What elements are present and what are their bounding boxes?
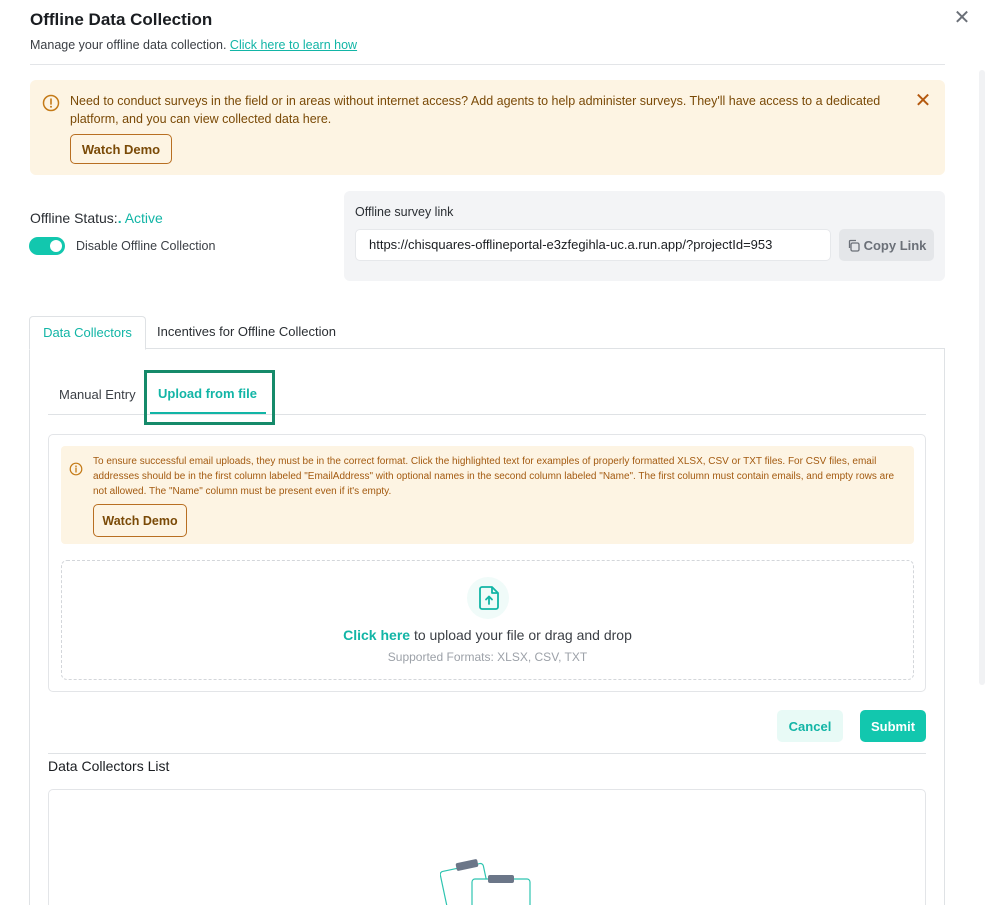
copy-link-label: Copy Link xyxy=(863,237,927,253)
upload-file-icon-wrap xyxy=(467,577,509,619)
upload-info-banner xyxy=(61,446,914,544)
page-title: Offline Data Collection xyxy=(30,10,213,29)
learn-how-link[interactable]: Click here to learn how xyxy=(229,38,358,52)
close-icon[interactable]: ✕ xyxy=(953,7,971,29)
copy-link-button[interactable] xyxy=(839,229,934,261)
offline-toggle[interactable] xyxy=(29,237,65,255)
warning-icon xyxy=(69,462,83,476)
survey-link-box xyxy=(344,191,945,281)
highlight-box xyxy=(144,370,275,425)
info-banner xyxy=(30,80,945,175)
survey-link-field[interactable]: https://chisquares-offlineportal-e3zfegihla-uc.a.run.app/?projectId=953 xyxy=(355,229,831,261)
dropzone-instruction: to upload your file or drag and drop xyxy=(410,627,632,643)
status-dot: . xyxy=(117,210,122,226)
banner-text: Need to conduct surveys in the field or in areas without internet access? Add agents to help administer surveys. They'll have access to a dedicated platform, and you can view collected data here. xyxy=(70,94,881,126)
warning-icon xyxy=(42,94,60,112)
dropzone-text xyxy=(62,627,913,643)
upload-file-icon xyxy=(477,585,501,611)
data-collectors-list-title: Data Collectors List xyxy=(48,758,170,774)
click-here-link[interactable]: Click here xyxy=(343,627,411,643)
status-value: Active xyxy=(124,210,163,226)
section-divider xyxy=(48,753,926,754)
tab-incentives[interactable]: Incentives for Offline Collection xyxy=(157,324,336,339)
supported-formats: Supported Formats: XLSX, CSV, TXT xyxy=(387,650,588,664)
subtitle-text: Manage your offline data collection. xyxy=(30,38,227,52)
empty-clipboard-icon xyxy=(440,855,540,905)
header-divider xyxy=(30,64,945,65)
scrollbar[interactable] xyxy=(979,70,985,685)
file-dropzone[interactable] xyxy=(61,560,914,680)
tab-data-collectors[interactable]: Data Collectors xyxy=(29,316,146,350)
banner-close-icon[interactable]: ✕ xyxy=(914,90,932,112)
cancel-button[interactable]: Cancel xyxy=(777,710,843,742)
offline-status xyxy=(30,210,163,226)
upload-watch-demo-button[interactable]: Watch Demo xyxy=(93,504,187,537)
tab-manual-entry[interactable]: Manual Entry xyxy=(59,387,136,402)
submit-button[interactable]: Submit xyxy=(860,710,926,742)
survey-link-label: Offline survey link xyxy=(355,205,454,219)
toggle-label: Disable Offline Collection xyxy=(76,239,216,253)
status-label: Offline Status: xyxy=(30,210,118,226)
tab-upload-from-file[interactable]: Upload from file xyxy=(158,386,257,401)
watch-demo-button[interactable]: Watch Demo xyxy=(70,134,172,164)
toggle-knob xyxy=(50,240,62,252)
copy-icon xyxy=(847,239,860,252)
page-subtitle xyxy=(30,38,357,52)
upload-info-text: To ensure successful email uploads, they must be in the correct format. Click the highlighted text for examples of properly formatted XLSX, CSV or TXT files. For CSV files, email addresses should be in the first column labeled "EmailAddress" with optional names in the second column labeled "Name". The first column must contain emails, and empty rows are not allowed. The "Name" column must be present even if it's empty. xyxy=(93,456,895,497)
